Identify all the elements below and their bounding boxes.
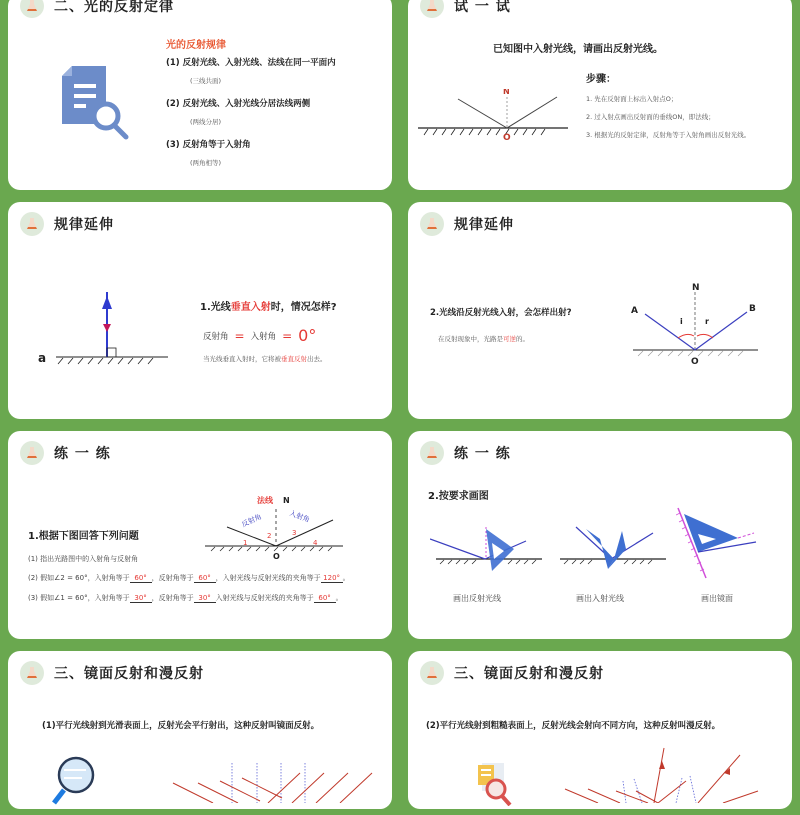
flask-icon <box>20 0 44 18</box>
step-1: 1. 先在反射面上标出入射点O； <box>586 95 678 103</box>
slide-card <box>408 431 792 639</box>
rule-3-note: (两角相等) <box>190 159 222 167</box>
document-search-icon <box>62 66 132 145</box>
slide-diffuse[interactable] <box>400 645 800 815</box>
svg-text:入射角: 入射角 <box>288 509 311 525</box>
slide-header <box>20 212 114 236</box>
slide-try-it[interactable] <box>400 0 800 196</box>
steps-title: 步骤： <box>586 74 616 85</box>
flask-icon <box>420 441 444 465</box>
slide-header <box>20 441 111 465</box>
reflection-diagram <box>418 89 578 148</box>
caption-incident: 画出入射光线 <box>576 594 624 603</box>
flask-icon <box>420 212 444 236</box>
perpendicular-diagram <box>38 282 173 376</box>
step-2: 2. 过入射点画出反射面的垂线ON，即法线； <box>586 113 715 121</box>
slide-perpendicular[interactable] <box>0 196 400 425</box>
slide-card <box>8 0 392 190</box>
reversible-diagram <box>623 280 763 374</box>
slide-card <box>8 202 392 419</box>
rules-heading: 光的反射规律 <box>166 40 226 51</box>
rule-3: (3) 反射角等于入射角 <box>166 140 251 150</box>
draw-mirror-diagram <box>676 506 761 585</box>
slide-title: 规律延伸 <box>454 217 514 233</box>
svg-text:反射角: 反射角 <box>240 512 263 529</box>
slide-practice-2[interactable] <box>400 425 800 645</box>
svg-text:N: N <box>503 89 510 96</box>
svg-text:a: a <box>38 351 47 365</box>
description: (2)平行光线射到粗糙表面上，反射光线会射向不同方向，这种反射叫漫反射。 <box>426 721 721 731</box>
diffuse-reflection-diagram <box>558 743 768 807</box>
svg-text:r: r <box>705 317 709 326</box>
svg-text:A: A <box>631 306 638 316</box>
svg-text:B: B <box>749 304 756 314</box>
draw-incident-diagram <box>556 519 671 585</box>
slide-header <box>420 212 514 236</box>
step-3: 3. 根据光的反射定律，反射角等于入射角画出反射光线。 <box>586 131 751 139</box>
rule-1-note: (三线共面) <box>190 77 222 85</box>
rule-2-note: (两线分居) <box>190 118 222 126</box>
slide-header <box>20 0 174 18</box>
slide-header <box>20 661 204 685</box>
slide-title: 练 一 练 <box>454 446 511 462</box>
svg-text:3: 3 <box>292 529 297 537</box>
slide-specular[interactable] <box>0 645 400 815</box>
svg-text:N: N <box>692 283 700 293</box>
question: 2.按要求画图 <box>428 491 489 502</box>
svg-text:O: O <box>503 133 511 143</box>
slide-practice-1[interactable] <box>0 425 400 645</box>
flask-icon <box>420 0 444 18</box>
question: 1.光线垂直入射时，情况怎样? <box>200 302 337 313</box>
description: (1)平行光线射到光滑表面上，反射光会平行射出，这种反射叫镜面反射。 <box>42 721 320 731</box>
magnifier-icon <box>50 755 100 809</box>
slide-reflection-law[interactable] <box>0 0 400 196</box>
slide-card <box>408 0 792 190</box>
slide-title: 试 一 试 <box>454 0 511 15</box>
caption-mirror: 画出镜面 <box>701 594 733 603</box>
slide-header <box>420 441 511 465</box>
slide-reversible[interactable] <box>400 196 800 425</box>
slide-header <box>420 661 604 685</box>
q3: (3) 假如∠1 = 60°，入射角等于 30° ，反射角等于 30° 入射光线与反射光线的夹角等于 60° 。 <box>28 594 343 602</box>
svg-text:O: O <box>273 552 280 561</box>
slide-header <box>420 0 511 18</box>
slide-title: 三、镜面反射和漫反射 <box>54 666 204 682</box>
angle-diagram <box>203 493 348 567</box>
rule-1: (1) 反射光线、入射光线、法线在同一平面内 <box>166 58 336 68</box>
slide-title: 规律延伸 <box>54 217 114 233</box>
svg-text:法线: 法线 <box>257 496 273 505</box>
slide-title: 二、光的反射定律 <box>54 0 174 15</box>
q2: (2) 假如∠2 = 60°，入射角等于 60° ，反射角等于 60° ，入射光线与反射光线的夹角等于 120° 。 <box>28 574 350 582</box>
slide-card <box>408 202 792 419</box>
document-magnifier-icon <box>472 761 522 809</box>
angle-equation: 反射角 = 入射角 = 0° <box>203 326 317 345</box>
note: 在反射现象中，光路是可逆的。 <box>438 335 529 343</box>
svg-text:1: 1 <box>243 539 248 547</box>
flask-icon <box>20 441 44 465</box>
svg-text:2: 2 <box>267 532 272 540</box>
question: 已知图中入射光线，请画出反射光线。 <box>493 44 663 55</box>
question: 1.根据下图回答下列问题 <box>28 531 139 542</box>
flask-icon <box>20 212 44 236</box>
rule-2: (2) 反射光线、入射光线分居法线两侧 <box>166 99 311 109</box>
slide-title: 三、镜面反射和漫反射 <box>454 666 604 682</box>
svg-text:i: i <box>680 317 683 326</box>
slide-card <box>8 651 392 809</box>
svg-text:N: N <box>283 496 290 505</box>
slide-card <box>408 651 792 809</box>
flask-icon <box>420 661 444 685</box>
flask-icon <box>20 661 44 685</box>
caption-reflected: 画出反射光线 <box>453 594 501 603</box>
note: 当光线垂直入射时，它将被垂直反射出去。 <box>203 355 327 363</box>
specular-reflection-diagram <box>168 763 378 807</box>
slide-card <box>8 431 392 639</box>
slide-title: 练 一 练 <box>54 446 111 462</box>
svg-text:4: 4 <box>313 539 318 547</box>
svg-text:O: O <box>691 357 699 367</box>
question: 2.光线沿反射光线入射，会怎样出射? <box>430 308 572 318</box>
q1: (1) 指出光路图中的入射角与反射角 <box>28 555 139 563</box>
draw-reflected-diagram <box>430 521 545 585</box>
